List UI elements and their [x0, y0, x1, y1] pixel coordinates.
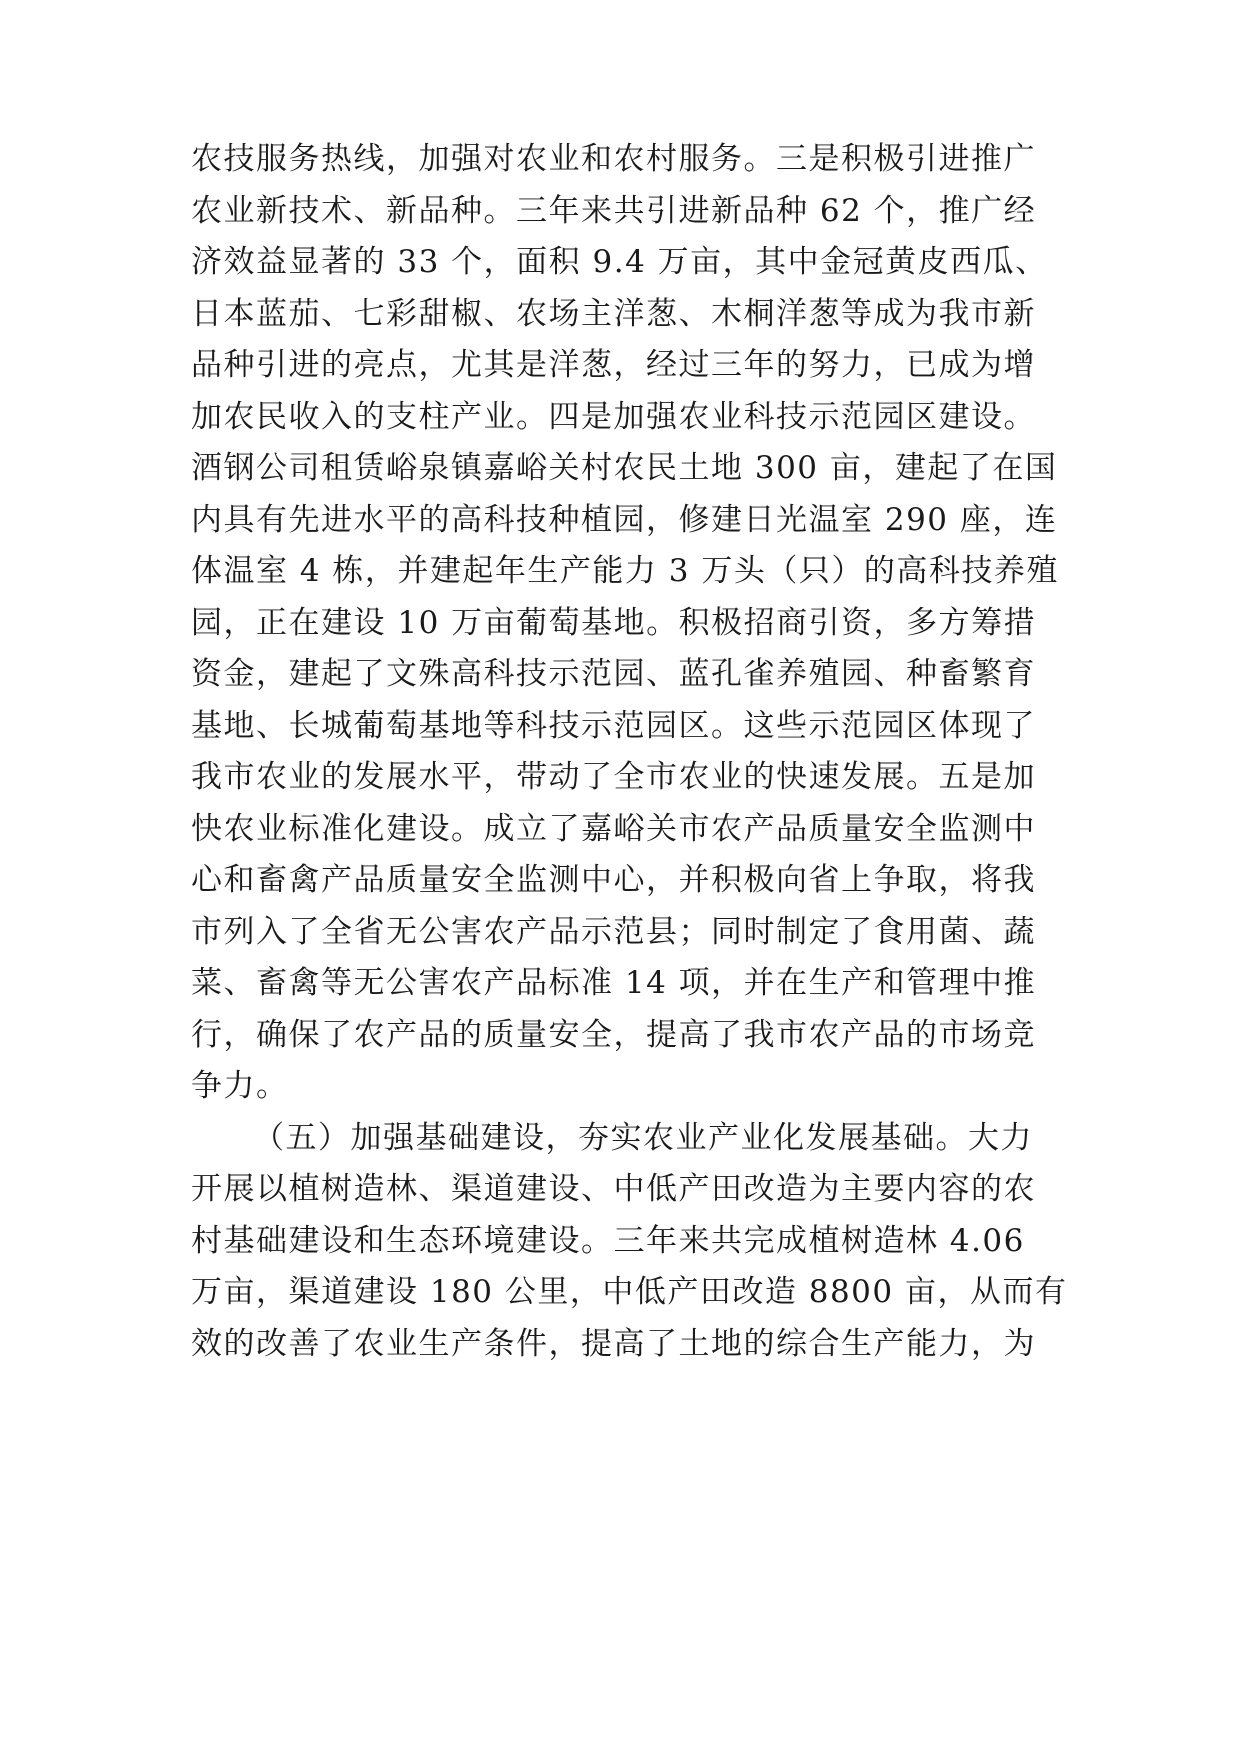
- text-line: 菜、畜禽等无公害农产品标准 14 项，并在生产和管理中推: [191, 965, 1037, 1001]
- text-line: 资金，建起了文殊高科技示范园、蓝孔雀养殖园、种畜繁育: [191, 656, 1036, 692]
- text-line: 开展以植树造林、渠道建设、中低产田改造为主要内容的农: [191, 1171, 1036, 1207]
- text-line: 快农业标准化建设。成立了嘉峪关市农产品质量安全监测中: [191, 810, 1036, 847]
- text-line: 心和畜禽产品质量安全监测中心，并积极向省上争取，将我: [191, 862, 1036, 898]
- section-heading-line: （五）加强基础建设，夯实农业产业化发展基础。大力: [253, 1119, 1033, 1156]
- body-text: [191, 134, 1068, 1370]
- text-line: 日本蓝茄、七彩甜椒、农场主洋葱、木桐洋葱等成为我市新: [191, 295, 1036, 332]
- text-line: 体温室 4 栋，并建起年生产能力 3 万头（只）的高科技养殖: [191, 553, 1059, 589]
- text-line: 市列入了全省无公害农产品示范县；同时制定了食用菌、蔬: [191, 913, 1036, 950]
- text-line: 争力。: [191, 1068, 289, 1104]
- text-line: 村基础建设和生态环境建设。三年来共完成植树造林 4.06: [191, 1222, 1025, 1259]
- text-line: 农业新技术、新品种。三年来共引进新品种 62 个，推广经: [191, 192, 1037, 229]
- text-line: 园，正在建设 10 万亩葡萄基地。积极招商引资，多方筹措: [191, 604, 1037, 641]
- text-line: 行，确保了农产品的质量安全，提高了我市农产品的市场竞: [191, 1016, 1036, 1053]
- text-line: 我市农业的发展水平，带动了全市农业的快速发展。五是加: [191, 759, 1036, 795]
- text-line: 效的改善了农业生产条件，提高了土地的综合生产能力，为: [191, 1325, 1036, 1362]
- text-line: 内具有先进水平的高科技种植园，修建日光温室 290 座，连: [191, 501, 1058, 538]
- text-line: 农技服务热线，加强对农业和农村服务。三是积极引进推广: [191, 141, 1036, 177]
- text-line: 酒钢公司租赁峪泉镇嘉峪关村农民土地 300 亩，建起了在国: [191, 450, 1058, 486]
- text-line: 加农民收入的支柱产业。四是加强农业科技示范园区建设。: [191, 398, 1036, 435]
- text-line: 品种引进的亮点，尤其是洋葱，经过三年的努力，已成为增: [191, 347, 1036, 383]
- text-line: 万亩，渠道建设 180 公里，中低产田改造 8800 亩，从而有: [191, 1274, 1068, 1310]
- text-line: 济效益显著的 33 个，面积 9.4 万亩，其中金冠黄皮西瓜、: [191, 244, 1048, 280]
- text-line: 基地、长城葡萄基地等科技示范园区。这些示范园区体现了: [191, 707, 1036, 744]
